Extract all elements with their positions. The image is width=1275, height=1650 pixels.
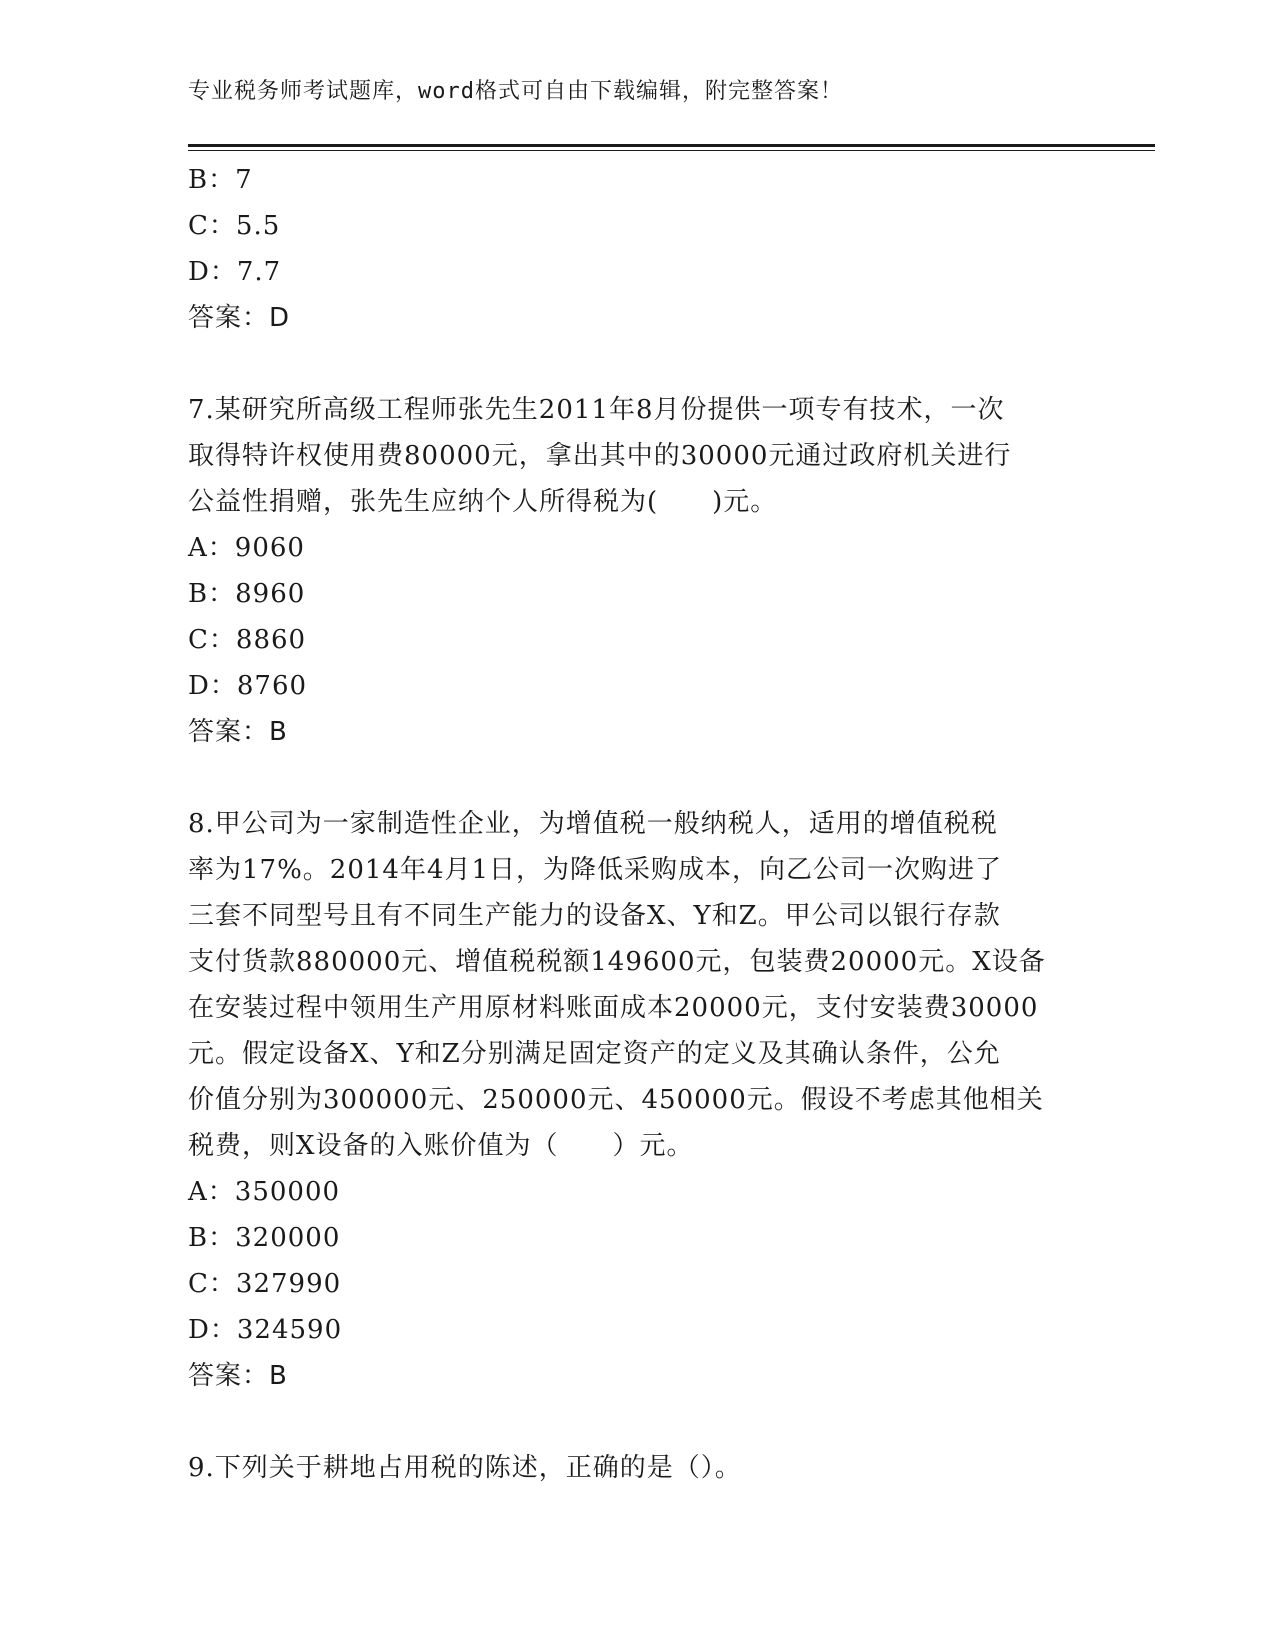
option-d: D：7.7: [188, 257, 282, 287]
stem-line: 三套不同型号且有不同生产能力的设备X、Y和Z。甲公司以银行存款: [188, 901, 1001, 931]
option-a: A：9060: [188, 533, 305, 563]
stem-line: 支付货款880000元、增值税税额149600元，包装费20000元。X设备: [188, 947, 1046, 977]
option-b: B：8960: [188, 579, 306, 609]
stem-line: 7.某研究所高级工程师张先生2011年8月份提供一项专有技术，一次: [188, 395, 1005, 425]
question-8-options: [188, 1169, 1088, 1353]
stem-line: 在安装过程中领用生产用原材料账面成本20000元，支付安装费30000: [188, 993, 1039, 1023]
stem-line: 率为17%。2014年4月1日，为降低采购成本，向乙公司一次购进了: [188, 855, 1003, 885]
stem-line: 元。假定设备X、Y和Z分别满足固定资产的定义及其确认条件，公允: [188, 1039, 1001, 1069]
stem-line: 价值分别为300000元、250000元、450000元。假设不考虑其他相关: [188, 1085, 1044, 1115]
question-content: [188, 157, 1088, 1491]
option-c: C：8860: [188, 625, 307, 655]
header-divider-thick: [188, 144, 1155, 147]
header-divider-thin: [188, 150, 1155, 151]
question-8-stem: [188, 801, 1088, 1169]
stem-line: 税费，则X设备的入账价值为（ ）元。: [188, 1131, 694, 1161]
question-7-answer: 答案：B: [188, 717, 288, 747]
stem-line: 9.下列关于耕地占用税的陈述，正确的是（）。: [188, 1453, 742, 1483]
question-6-answer: 答案：D: [188, 303, 291, 333]
page-header: 专业税务师考试题库，word格式可自由下载编辑，附完整答案！: [188, 79, 843, 104]
option-d: D：324590: [188, 1315, 343, 1345]
option-b: B：320000: [188, 1223, 341, 1253]
option-a: A：350000: [188, 1177, 341, 1207]
option-c: C：5.5: [188, 211, 281, 241]
stem-line: 公益性捐赠，张先生应纳个人所得税为( )元。: [188, 487, 778, 517]
option-d: D：8760: [188, 671, 308, 701]
question-8-answer: 答案：B: [188, 1361, 288, 1391]
question-9-stem: [188, 1445, 1088, 1491]
question-6-options: [188, 157, 1088, 295]
stem-line: 取得特许权使用费80000元，拿出其中的30000元通过政府机关进行: [188, 441, 1012, 471]
option-b: B：7: [188, 165, 253, 195]
question-7-options: [188, 525, 1088, 709]
option-c: C：327990: [188, 1269, 342, 1299]
question-7-stem: [188, 387, 1088, 525]
stem-line: 8.甲公司为一家制造性企业，为增值税一般纳税人，适用的增值税税: [188, 809, 998, 839]
